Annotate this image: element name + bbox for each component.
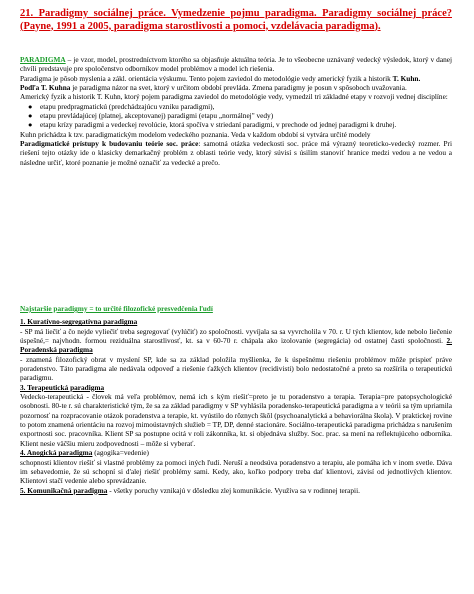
paradigm-3-heading: 3. Terapeutická paradigma [20,382,105,392]
paradigm-5-heading: 5. Komunikačná paradigma [20,485,108,495]
paradigm-1-heading: 1. Kuratívno-segregatívna paradigma [20,317,138,327]
paradigm-4-text: schopnosti klientov riešiť si vlastné problémy za pomoci iných ľudí. Neruší a neodsúva poradenstvo a terapiu, ale pomáha ich v inom svetle. Dáva im sebavedomie, že sú schopní si d'alej riešiť problémy sami. Kedy, ako, koľko podpory treba dať klientovi, závisí od jednotlivých klientov. Klientovi stačí vedenie alebo sprevádzanie. [20,457,452,486]
list-item [28,101,452,111]
paradigm-1-body: - SP má liečiť a čo nejde vyliečiť treba segregovať (vylúčiť) zo spoločnosti. vyvíjala sa sa vyvrcholila v 70. r. U tých klientov, kde nebolo liečenie úspešné,= najvhodn. formou reziduálna starostlivosť, kt. sa v 60-70 r. chápala ako izolovanie (segregácia) od ostatnej časti spoločnosti. [20,326,452,346]
kuhn-view-paragraph [20,83,452,92]
section-oldest-paradigms [20,304,452,495]
list-item-text: etapu predpragmatickú (predchádzajúcu vzniku paradigmi), [40,101,215,111]
paradigm-2-heading: 2. Poradenská paradigma [20,336,452,355]
kuhn-intro-text: Paradigma je pôsob myslenia a zákl. orientácia výskumu. Tento pojem zaviedol do metodológie vedy americký fyzik a historik [20,73,393,83]
paradigm-5-line [20,486,452,495]
approaches-text: : samotná otázka vedeckosti soc. práce má výrazný teoreticko-vedecký rozmer. Pri riešení tejto otázky ide o klasicky demarkačný problém z oblasti teórie vedy, ktorý súvisí s úsilím stanoviť hranice medzi vedou a ne vedou a následne určiť, ktoré poznanie je možné označiť za vedecké a prečo. [20,139,452,167]
paradigm-2-text: - znamená filozofický obrat v myslení SP, kde sa za základ položila myšlienka, že k úspešnému riešeniu problémov môže prispieť práve poradenstvo. Táto paradigma ale nedávala odpoveď a riešenie ťažkých klientov (recidivisti) bolo nedostatočné a preto sa rozšírila o terapeutickú paradigmu. [20,354,452,383]
definition-paragraph [20,55,452,74]
definition-text: – je vzor, model, prostredníctvom ktorého sa objasňuje aktuálna teória. Je to všeobecne uznávaný vedecký výsledok, ktorý v danej chvíli predstavuje pre spoločenstvo odborníkov model problémov a model ich riešenia. [20,55,452,74]
paradigm-5-text: - všetky poruchy vznikajú v dôsledku zlej komunikácie. Využíva sa v rodinnej terapii. [107,485,360,495]
kuhn-view-text: je paradigma názor na svet, ktorý v určitom období prevláda. Zmena paradigmy je posun v spôsoboch uvažovania. [70,83,407,93]
approaches-lead: Paradigmatické prístupy k budovaniu teórie soc. práce [20,139,199,149]
section-paradigm-definition [20,55,452,167]
list-item [28,111,452,121]
kuhn-name: T. Kuhn. [392,73,421,83]
bullet-icon: ● [28,111,33,121]
bullet-icon: ● [28,120,33,130]
list-item [28,120,452,130]
list-item-text: etapu prevládajúcej (platnej, akceptovanej) paradigmi (etapu „normálnej" vedy) [40,111,274,121]
paradigm-4-heading: 4. Anogická paradigma [20,448,93,458]
paradigm-term: PARADIGMA [20,55,66,64]
kuhn-view-lead: Podľa T. Kuhna [20,83,71,93]
approaches-paragraph [20,139,452,167]
stages-intro-paragraph: Americký fyzik a historik T. Kuhn, ktorý pojem paradigma zaviedol do metodológie vedy, vymedzil tri základné etapy v rozvoji vednej disciplíne: [20,92,448,102]
paradigm-4-note: (agogika=vedenie) [92,448,149,458]
kuhn-models-paragraph: Kuhn prichádza k tzv. paradigmatickým modelom vedeckého poznania. Veda v každom období si vytvára určité modely [20,129,371,139]
kuhn-intro-paragraph [20,74,452,83]
stages-list [20,102,452,130]
bullet-icon: ● [28,101,33,111]
section-heading: Najstaršie paradigmy = to určité filozofické presvedčenia ľudí [20,304,213,313]
paradigm-3-text: Vedecko-terapeutická - človek má veľa problémov, nemá ich s kým riešiť=preto je tu poradenstvo a terapia. Terapia=pre patopsychologické osobnosti. 80-te r. sú charakteristické tým, že sa za základ paradigmy v SP vyhlásila poradensko-terapeutická paradigma a v teórii sa tým upriamila pozornosť na rozpracovanie otázok poradenstva a terapie, kt. vyústilo do rôznych škôl (psychoanalytická a behaviorálna škola). V praktickej rovine to potom znamená orientáciu na rozvoj mimoústavných služieb = TP, DP, denné stacionáre. Sociálno-terapeutická paradigma prichádza s narušením exportnosti soc. pracovníka. Klient SP sa postupne ocitá v roli zákonníka, kt. si objednáva služby. Soc. prac. sa mení na reflektujúceho odborníka. Klient nesie väčšiu mieru zodpovednosti – môže si vyberať. [20,392,452,448]
list-item-text: etapu krízy paradigmi a vedeckej revolúcie, ktorá spočíva v striedaní paradigmi, v prechode od jednej paradigmi k druhej. [40,120,397,130]
paradigm-1-text [20,327,452,355]
paradigm-4-heading-line [20,448,452,457]
document-title: 21. Paradigmy sociálnej práce. Vymedzenie pojmu paradigma. Paradigmy sociálnej práce? (Payne, 1991 a 2005, paradigma starostlivosti a pomoci, vzdelávacia paradigma). [20,8,452,32]
